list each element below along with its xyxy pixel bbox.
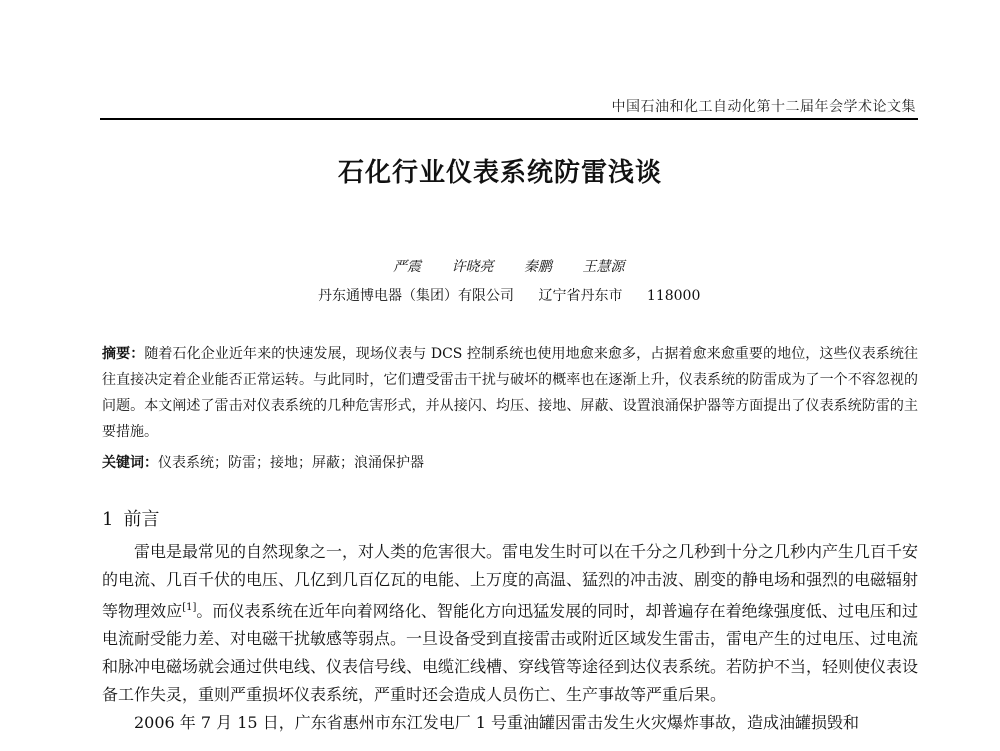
affiliation-postcode: 118000 [646,288,701,304]
paragraph-text: 。而仪表系统在近年向着网络化、智能化方向迅猛发展的同时，却普遍存在着绝缘强度低、过电压和过电流耐受能力差、对电磁干扰敏感等弱点。一旦设备受到直接雷击或附近区域发生雷击，雷电产生的过电压、过电流和脉冲电磁场就会通过供电线、仪表信号线、电缆汇线槽、穿线管等途径到达仪表系统。若防护不当，轻则使仪表设备工作失灵，重则严重损坏仪表系统，严重时还会造成人员伤亡、生产事故等严重后果。 [102,601,919,705]
section-title: 前言 [123,509,160,530]
affiliation-place: 辽宁省丹东市 [538,288,623,304]
affiliation [318,285,720,305]
section-heading [102,505,159,531]
author-list [393,256,650,276]
proceedings-header: 中国石油和化工自动化第十二届年会学术论文集 [611,99,916,115]
affiliation-org: 丹东通博电器（集团）有限公司 [318,288,514,304]
citation-ref[interactable]: [1] [182,602,197,613]
author-name: 王慧源 [582,259,625,275]
paragraph [102,538,918,709]
abstract [102,341,918,445]
paragraph-text: 2006 年 7 月 15 日，广东省惠州市东江发电厂 1 号重油罐因雷击发生火灾爆炸事故，造成油罐损毁和 [134,713,860,733]
author-name: 许晓亮 [451,259,494,275]
paragraph-text: 雷电是最常见的自然现象之一，对人类的危害很大。雷电发生时可以在千分之几秒到十分之几秒内产生几百千安的电流、几百千伏的电压、几亿到几百亿瓦的电能、上万度的高温、猛烈的冲击波、剧变的静电场和强烈的电磁辐射等物理效应 [102,542,919,621]
abstract-label: 摘要： [102,346,145,362]
section-body [102,538,918,737]
author-name: 严震 [393,259,421,275]
author-name: 秦鹏 [523,259,552,275]
section-number: 1 [102,509,114,530]
header-rule [100,118,918,120]
paragraph [102,709,918,737]
keywords [102,452,424,472]
paper-title: 石化行业仪表系统防雷浅谈 [337,158,662,188]
keywords-label: 关键词： [102,455,158,471]
keywords-text: 仪表系统；防雷；接地；屏蔽；浪涌保护器 [158,455,424,471]
abstract-text: 随着石化企业近年来的快速发展，现场仪表与 DCS 控制系统也使用地愈来愈多，占据着愈来愈重要的地位，这些仪表系统往往直接决定着企业能否正常运转。与此同时，它们遭受雷击干扰与破坏的概率也在逐渐上升，仪表系统的防雷成为了一个不容忽视的问题。本文阐述了雷击对仪表系统的几种危害形式，并从接闪、均压、接地、屏蔽、设置浪涌保护器等方面提出了仪表系统防雷的主要措施。 [102,346,919,440]
